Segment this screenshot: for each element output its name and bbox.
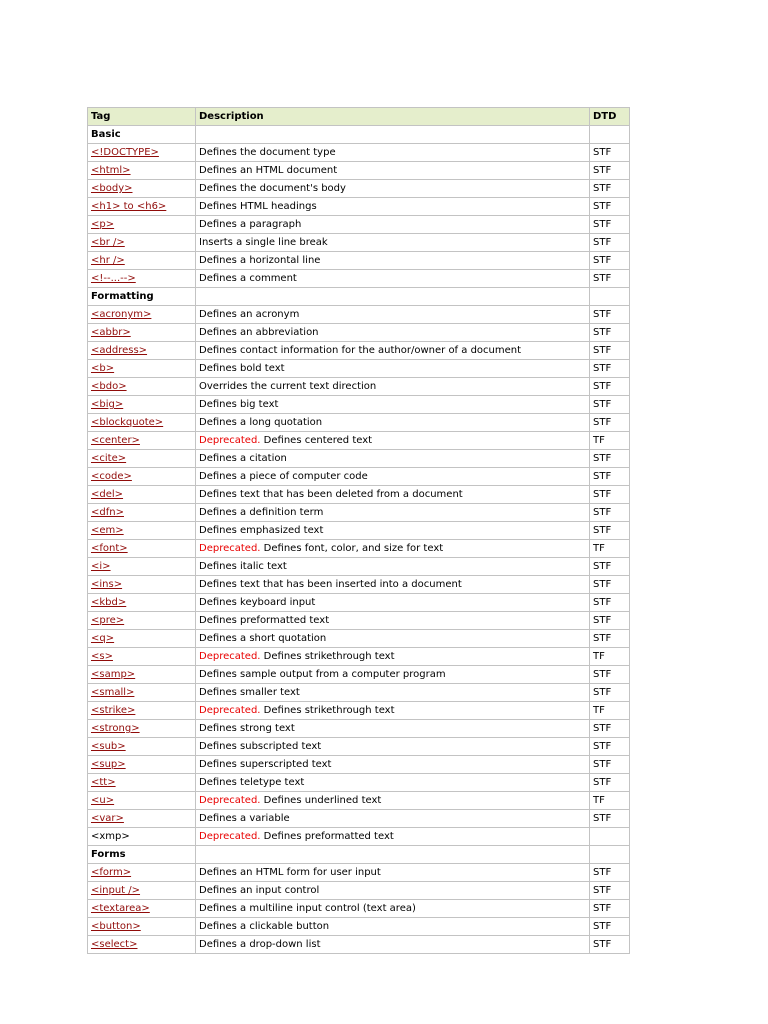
dtd-cell: STF <box>590 180 630 198</box>
description-text: Defines an HTML form for user input <box>199 867 381 878</box>
description-cell <box>196 630 590 648</box>
dtd-cell: STF <box>590 324 630 342</box>
dtd-cell: STF <box>590 198 630 216</box>
description-text: Defines centered text <box>263 435 373 446</box>
description-cell <box>196 828 590 846</box>
dtd-cell: STF <box>590 630 630 648</box>
description-cell <box>196 504 590 522</box>
tag-cell <box>88 558 196 576</box>
deprecated-label: Deprecated. <box>199 543 261 554</box>
tag-cell <box>88 504 196 522</box>
table-row <box>88 540 630 558</box>
description-cell <box>196 576 590 594</box>
description-cell <box>196 936 590 954</box>
description-cell <box>196 198 590 216</box>
description-cell <box>196 162 590 180</box>
description-cell <box>196 180 590 198</box>
description-column-header: Description <box>196 108 590 126</box>
description-text: Defines a piece of computer code <box>199 471 368 482</box>
description-text: Defines contact information for the author/owner of a document <box>199 345 522 356</box>
dtd-column-header: DTD <box>590 108 630 126</box>
table-row <box>88 396 630 414</box>
table-row <box>88 162 630 180</box>
tag-link[interactable]: <b> <box>91 363 115 374</box>
tag-link[interactable]: <button> <box>91 921 141 932</box>
tag-link[interactable]: <blockquote> <box>91 417 164 428</box>
tag-cell <box>88 666 196 684</box>
table-row <box>88 648 630 666</box>
description-text: Defines a multiline input control (text area) <box>199 903 416 914</box>
table-row <box>88 216 630 234</box>
description-text: Defines an abbreviation <box>199 327 319 338</box>
dtd-cell: STF <box>590 936 630 954</box>
tag-cell <box>88 378 196 396</box>
dtd-cell: STF <box>590 396 630 414</box>
table-row <box>88 594 630 612</box>
tag-cell <box>88 360 196 378</box>
description-cell <box>196 738 590 756</box>
description-cell <box>196 594 590 612</box>
tag-cell <box>88 342 196 360</box>
description-text: Defines preformatted text <box>263 831 394 842</box>
description-text: Defines an input control <box>199 885 320 896</box>
section-title: Basic <box>88 126 196 144</box>
table-row <box>88 306 630 324</box>
table-row <box>88 234 630 252</box>
description-text: Defines a drop-down list <box>199 939 321 950</box>
description-text: Defines a comment <box>199 273 297 284</box>
description-text: Defines italic text <box>199 561 287 572</box>
description-text: Defines text that has been inserted into a document <box>199 579 462 590</box>
tag-link[interactable]: <q> <box>91 633 115 644</box>
description-cell <box>196 396 590 414</box>
table-row <box>88 666 630 684</box>
tag-cell <box>88 612 196 630</box>
description-text: Defines underlined text <box>263 795 382 806</box>
description-text: Defines a citation <box>199 453 287 464</box>
table-row <box>88 144 630 162</box>
tag-link[interactable]: <h1> to <h6> <box>91 201 167 212</box>
tag-cell <box>88 414 196 432</box>
description-cell <box>196 900 590 918</box>
tag-link[interactable]: <strong> <box>91 723 140 734</box>
description-text: Defines sample output from a computer program <box>199 669 446 680</box>
tag-cell <box>88 396 196 414</box>
description-cell <box>196 648 590 666</box>
section-empty-cell <box>590 126 630 144</box>
tag-cell <box>88 936 196 954</box>
tag-cell <box>88 468 196 486</box>
dtd-cell: STF <box>590 468 630 486</box>
description-cell <box>196 810 590 828</box>
description-text: Defines teletype text <box>199 777 305 788</box>
tag-link[interactable]: <br /> <box>91 237 125 248</box>
tag-link[interactable]: <u> <box>91 795 115 806</box>
table-row <box>88 468 630 486</box>
description-text: Defines big text <box>199 399 279 410</box>
tag-link[interactable]: <hr /> <box>91 255 125 266</box>
section-row <box>88 126 630 144</box>
table-row <box>88 198 630 216</box>
dtd-cell: STF <box>590 360 630 378</box>
tag-link[interactable]: <font> <box>91 543 128 554</box>
dtd-cell: STF <box>590 378 630 396</box>
description-text: Defines superscripted text <box>199 759 332 770</box>
description-text: Defines HTML headings <box>199 201 317 212</box>
table-row <box>88 720 630 738</box>
table-row <box>88 486 630 504</box>
description-text: Defines strong text <box>199 723 295 734</box>
table-row <box>88 936 630 954</box>
dtd-cell: STF <box>590 666 630 684</box>
tag-cell <box>88 720 196 738</box>
description-cell <box>196 792 590 810</box>
table-row <box>88 342 630 360</box>
dtd-cell: TF <box>590 702 630 720</box>
table-row <box>88 756 630 774</box>
section-empty-cell <box>590 288 630 306</box>
table-row <box>88 504 630 522</box>
tag-cell <box>88 882 196 900</box>
description-text: Defines subscripted text <box>199 741 322 752</box>
tag-link[interactable]: <em> <box>91 525 124 536</box>
dtd-cell: STF <box>590 864 630 882</box>
tag-link[interactable]: <var> <box>91 813 124 824</box>
tag-cell <box>88 540 196 558</box>
tag-cell <box>88 594 196 612</box>
description-text: Defines text that has been deleted from a document <box>199 489 463 500</box>
table-row <box>88 792 630 810</box>
tag-link[interactable]: <bdo> <box>91 381 127 392</box>
dtd-cell: STF <box>590 576 630 594</box>
dtd-cell: STF <box>590 162 630 180</box>
tag-cell <box>88 306 196 324</box>
table-row <box>88 702 630 720</box>
tag-link[interactable]: <center> <box>91 435 140 446</box>
tag-link[interactable]: <address> <box>91 345 148 356</box>
tag-link[interactable]: <dfn> <box>91 507 124 518</box>
description-cell <box>196 882 590 900</box>
tag-cell <box>88 450 196 468</box>
tag-link[interactable]: <body> <box>91 183 133 194</box>
description-text: Defines bold text <box>199 363 285 374</box>
table-row <box>88 450 630 468</box>
deprecated-label: Deprecated. <box>199 795 261 806</box>
dtd-cell: STF <box>590 756 630 774</box>
tag-column-header: Tag <box>88 108 196 126</box>
tag-cell <box>88 810 196 828</box>
tag-cell <box>88 774 196 792</box>
table-row <box>88 360 630 378</box>
table-row <box>88 684 630 702</box>
table-row <box>88 810 630 828</box>
tag-link[interactable]: <!DOCTYPE> <box>91 147 159 158</box>
tag-link[interactable]: <del> <box>91 489 124 500</box>
description-cell <box>196 702 590 720</box>
tag-cell <box>88 828 196 846</box>
dtd-cell: STF <box>590 270 630 288</box>
dtd-cell: STF <box>590 558 630 576</box>
description-cell <box>196 360 590 378</box>
description-text: Inserts a single line break <box>199 237 328 248</box>
description-text: Defines preformatted text <box>199 615 330 626</box>
dtd-cell: STF <box>590 450 630 468</box>
tag-link[interactable]: <!--...--> <box>91 273 136 284</box>
section-empty-cell <box>590 846 630 864</box>
tag-text: <xmp> <box>91 831 130 842</box>
tag-cell <box>88 324 196 342</box>
table-row <box>88 828 630 846</box>
table-row <box>88 414 630 432</box>
description-text: Defines an HTML document <box>199 165 338 176</box>
tag-cell <box>88 162 196 180</box>
dtd-cell: STF <box>590 594 630 612</box>
description-cell <box>196 324 590 342</box>
table-row <box>88 432 630 450</box>
tag-cell <box>88 702 196 720</box>
dtd-cell: STF <box>590 774 630 792</box>
tag-link[interactable]: <html> <box>91 165 131 176</box>
description-cell <box>196 252 590 270</box>
table-row <box>88 180 630 198</box>
deprecated-label: Deprecated. <box>199 651 261 662</box>
table-row <box>88 918 630 936</box>
dtd-cell: STF <box>590 216 630 234</box>
description-cell <box>196 558 590 576</box>
tag-cell <box>88 252 196 270</box>
dtd-cell: STF <box>590 306 630 324</box>
tag-cell <box>88 432 196 450</box>
deprecated-label: Deprecated. <box>199 705 261 716</box>
description-text: Defines keyboard input <box>199 597 316 608</box>
description-text: Defines a short quotation <box>199 633 327 644</box>
tag-link[interactable]: <ins> <box>91 579 123 590</box>
deprecated-label: Deprecated. <box>199 831 261 842</box>
tag-reference-table <box>87 107 630 954</box>
tag-link[interactable]: <sub> <box>91 741 126 752</box>
tag-link[interactable]: <code> <box>91 471 132 482</box>
dtd-cell: STF <box>590 918 630 936</box>
table-row <box>88 612 630 630</box>
description-cell <box>196 486 590 504</box>
tag-link[interactable]: <form> <box>91 867 132 878</box>
tag-link[interactable]: <input /> <box>91 885 141 896</box>
table-row <box>88 900 630 918</box>
tag-link[interactable]: <big> <box>91 399 124 410</box>
tag-link[interactable]: <acronym> <box>91 309 152 320</box>
tag-cell <box>88 522 196 540</box>
dtd-cell: STF <box>590 144 630 162</box>
description-cell <box>196 270 590 288</box>
section-row <box>88 846 630 864</box>
tag-cell <box>88 630 196 648</box>
table-row <box>88 774 630 792</box>
description-cell <box>196 432 590 450</box>
tag-cell <box>88 648 196 666</box>
tag-link[interactable]: <cite> <box>91 453 127 464</box>
tag-link[interactable]: <s> <box>91 651 113 662</box>
dtd-cell: STF <box>590 810 630 828</box>
section-empty-cell <box>196 846 590 864</box>
section-title: Formatting <box>88 288 196 306</box>
tag-cell <box>88 918 196 936</box>
description-cell <box>196 774 590 792</box>
dtd-cell: STF <box>590 504 630 522</box>
table-row <box>88 882 630 900</box>
table-row <box>88 378 630 396</box>
tag-cell <box>88 864 196 882</box>
description-cell <box>196 540 590 558</box>
dtd-cell: STF <box>590 342 630 360</box>
description-cell <box>196 306 590 324</box>
dtd-cell: STF <box>590 882 630 900</box>
section-empty-cell <box>196 288 590 306</box>
description-text: Defines a variable <box>199 813 290 824</box>
description-text: Defines the document type <box>199 147 336 158</box>
table-row <box>88 324 630 342</box>
description-text: Overrides the current text direction <box>199 381 377 392</box>
header-row <box>88 108 630 126</box>
description-text: Defines strikethrough text <box>263 651 395 662</box>
description-cell <box>196 342 590 360</box>
description-cell <box>196 684 590 702</box>
tag-link[interactable]: <small> <box>91 687 135 698</box>
dtd-cell: STF <box>590 252 630 270</box>
tag-link[interactable]: <i> <box>91 561 111 572</box>
table-row <box>88 252 630 270</box>
dtd-cell: STF <box>590 612 630 630</box>
dtd-cell: TF <box>590 540 630 558</box>
description-cell <box>196 756 590 774</box>
table-row <box>88 270 630 288</box>
dtd-cell: STF <box>590 234 630 252</box>
description-text: Defines an acronym <box>199 309 300 320</box>
dtd-cell: TF <box>590 792 630 810</box>
tag-link[interactable]: <p> <box>91 219 115 230</box>
tag-link[interactable]: <samp> <box>91 669 136 680</box>
description-text: Defines a definition term <box>199 507 324 518</box>
tag-link[interactable]: <abbr> <box>91 327 131 338</box>
tag-cell <box>88 486 196 504</box>
table-row <box>88 630 630 648</box>
description-text: Defines a long quotation <box>199 417 323 428</box>
description-cell <box>196 234 590 252</box>
table-row <box>88 864 630 882</box>
description-cell <box>196 216 590 234</box>
deprecated-label: Deprecated. <box>199 435 261 446</box>
tag-link[interactable]: <strike> <box>91 705 136 716</box>
tag-cell <box>88 576 196 594</box>
description-cell <box>196 378 590 396</box>
description-text: Defines a clickable button <box>199 921 330 932</box>
description-text: Defines a paragraph <box>199 219 302 230</box>
dtd-cell: STF <box>590 738 630 756</box>
dtd-cell: TF <box>590 648 630 666</box>
description-text: Defines emphasized text <box>199 525 324 536</box>
tag-cell <box>88 198 196 216</box>
description-cell <box>196 450 590 468</box>
description-cell <box>196 612 590 630</box>
tag-link[interactable]: <kbd> <box>91 597 127 608</box>
table-row <box>88 576 630 594</box>
description-text: Defines font, color, and size for text <box>263 543 444 554</box>
tag-link[interactable]: <sup> <box>91 759 126 770</box>
description-text: Defines a horizontal line <box>199 255 321 266</box>
description-cell <box>196 864 590 882</box>
dtd-cell: STF <box>590 900 630 918</box>
section-empty-cell <box>196 126 590 144</box>
description-cell <box>196 720 590 738</box>
section-title: Forms <box>88 846 196 864</box>
tag-cell <box>88 792 196 810</box>
tag-link[interactable]: <pre> <box>91 615 125 626</box>
dtd-cell: STF <box>590 522 630 540</box>
dtd-cell: TF <box>590 432 630 450</box>
table-row <box>88 522 630 540</box>
dtd-cell: STF <box>590 720 630 738</box>
table-body <box>88 126 630 954</box>
description-text: Defines the document's body <box>199 183 346 194</box>
description-text: Defines strikethrough text <box>263 705 395 716</box>
tag-link[interactable]: <textarea> <box>91 903 150 914</box>
tag-cell <box>88 756 196 774</box>
table-row <box>88 738 630 756</box>
dtd-cell: STF <box>590 684 630 702</box>
dtd-cell: STF <box>590 486 630 504</box>
tag-cell <box>88 270 196 288</box>
tag-link[interactable]: <tt> <box>91 777 116 788</box>
tag-link[interactable]: <select> <box>91 939 138 950</box>
section-row <box>88 288 630 306</box>
dtd-cell: STF <box>590 414 630 432</box>
description-text: Defines smaller text <box>199 687 300 698</box>
description-cell <box>196 468 590 486</box>
description-cell <box>196 522 590 540</box>
description-cell <box>196 144 590 162</box>
description-cell <box>196 666 590 684</box>
description-cell <box>196 414 590 432</box>
tag-cell <box>88 234 196 252</box>
tag-cell <box>88 684 196 702</box>
tag-cell <box>88 144 196 162</box>
tag-cell <box>88 900 196 918</box>
tag-cell <box>88 738 196 756</box>
description-cell <box>196 918 590 936</box>
table-row <box>88 558 630 576</box>
tag-cell <box>88 216 196 234</box>
dtd-cell <box>590 828 630 846</box>
tag-cell <box>88 180 196 198</box>
